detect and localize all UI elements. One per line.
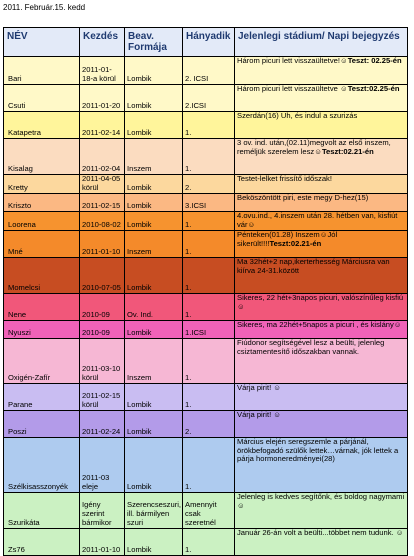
start-cell: 2011-01-18-a körül xyxy=(80,57,125,85)
name-cell: Kisalag xyxy=(4,139,80,175)
count-cell: 3.ICSI xyxy=(183,193,235,211)
name-cell: Oxigén-Zafír xyxy=(4,338,80,383)
header-start: Kezdés xyxy=(80,28,125,57)
table-row xyxy=(4,85,408,112)
status-cell xyxy=(235,410,408,437)
name-cell: Szélkisasszonyék xyxy=(4,437,80,492)
header-row xyxy=(4,28,408,57)
start-cell: 2011-03 eleje xyxy=(80,437,125,492)
name-cell: Momelcsi xyxy=(4,257,80,293)
status-note: Három picuri lett visszaültetve ☺ xyxy=(237,84,348,93)
count-cell: 1. xyxy=(183,230,235,257)
table-row xyxy=(4,293,408,320)
method-cell: Lombik xyxy=(125,257,183,293)
name-cell: Nene xyxy=(4,293,80,320)
status-cell xyxy=(235,193,408,211)
table-row xyxy=(4,492,408,528)
status-note: Március elején seregszemle a párjánál, örökbefogadó szülők lettek…várnak, jók lettek a párja hormoneredményei(28) xyxy=(237,437,399,464)
table-row xyxy=(4,528,408,555)
table-row xyxy=(4,175,408,194)
table-row xyxy=(4,230,408,257)
status-note: Sikeres, ma 22hét+5napos a picuri , és kislány☺ xyxy=(237,320,402,329)
start-cell: 2011-03-10 körül xyxy=(80,338,125,383)
status-note: Január 26-án volt a beülti...többet nem tudunk. ☺ xyxy=(237,528,404,537)
count-cell: Amennyit csak szeretnél xyxy=(183,492,235,528)
start-cell: 2011-01-10 xyxy=(80,230,125,257)
table-row xyxy=(4,257,408,293)
name-cell: Katapetra xyxy=(4,112,80,139)
status-cell xyxy=(235,528,408,555)
status-note: Várja pirit! ☺ xyxy=(237,383,282,392)
name-cell: Csuti xyxy=(4,85,80,112)
table-row xyxy=(4,383,408,410)
method-cell: Lombik xyxy=(125,528,183,555)
document-date: 2011. Február.15. kedd xyxy=(3,3,86,12)
method-cell: Lombik xyxy=(125,320,183,338)
count-cell: 2. xyxy=(183,175,235,194)
header-method: Beav. Formája xyxy=(125,28,183,57)
test-date: Teszt:02.21-én xyxy=(269,238,322,248)
start-cell: 2010-09 xyxy=(80,320,125,338)
name-cell: Loorena xyxy=(4,211,80,230)
header-count: Hányadik xyxy=(183,28,235,57)
method-cell: Lombik xyxy=(125,57,183,85)
count-cell: 2. ICSI xyxy=(183,57,235,85)
count-cell: 1. xyxy=(183,293,235,320)
status-note: 3 ov. ind. után,(02.11)megvolt az első inszem, reméljük szerelem lesz☺ xyxy=(237,138,391,156)
status-note: Pénteken(01.28) Inszem☺Jól sikerült!!!! xyxy=(237,230,338,248)
method-cell: Lombik xyxy=(125,175,183,194)
name-cell: Kriszto xyxy=(4,193,80,211)
method-cell: Ov. Ind. xyxy=(125,293,183,320)
status-cell xyxy=(235,492,408,528)
table-row xyxy=(4,437,408,492)
name-cell: Parane xyxy=(4,383,80,410)
method-cell: Inszem xyxy=(125,230,183,257)
status-cell xyxy=(235,293,408,320)
test-date: Teszt:02.21-én xyxy=(321,146,374,156)
table-row xyxy=(4,211,408,230)
test-date: Teszt: 02.25-én xyxy=(347,56,402,65)
count-cell: 1. xyxy=(183,383,235,410)
method-cell: Lombik xyxy=(125,85,183,112)
status-cell xyxy=(235,437,408,492)
start-cell: 2010-07-05 xyxy=(80,257,125,293)
start-cell: 2011-02-15 xyxy=(80,193,125,211)
status-note: Sikeres, 22 hét+3napos picuri, valószínűleg kisfiú ☺ xyxy=(237,293,404,311)
status-cell xyxy=(235,139,408,175)
name-cell: Zs76 xyxy=(4,528,80,555)
start-cell: 2010-08-02 xyxy=(80,211,125,230)
status-cell xyxy=(235,230,408,257)
status-cell xyxy=(235,211,408,230)
method-cell: Lombik xyxy=(125,410,183,437)
table-row xyxy=(4,410,408,437)
name-cell: Mné xyxy=(4,230,80,257)
start-cell: 2011-02-24 xyxy=(80,410,125,437)
status-note: Testet-lelket frissítő időszak! xyxy=(237,174,332,183)
start-cell: 2011-02-04 xyxy=(80,139,125,175)
status-cell xyxy=(235,85,408,112)
status-note: Várja pirit! ☺ xyxy=(237,410,282,419)
status-cell xyxy=(235,57,408,85)
count-cell: 1. xyxy=(183,338,235,383)
status-note: Szerdán(16) Uh, és indul a szurizás xyxy=(237,111,358,120)
count-cell: 2. xyxy=(183,410,235,437)
name-cell: Poszi xyxy=(4,410,80,437)
method-cell: Lombik xyxy=(125,383,183,410)
start-cell: 2011-01-20 xyxy=(80,85,125,112)
status-note: Jelenleg is kedves segítőnk, és boldog nagymami ☺ xyxy=(237,492,405,510)
method-cell: Szerencseszuri, ill. bármilyen szuri xyxy=(125,492,183,528)
start-cell: 2010-09 xyxy=(80,293,125,320)
name-cell: Bari xyxy=(4,57,80,85)
count-cell: 1. xyxy=(183,211,235,230)
header-name: NÉV xyxy=(4,28,80,57)
status-cell xyxy=(235,383,408,410)
count-cell: 1. xyxy=(183,112,235,139)
status-cell xyxy=(235,112,408,139)
status-cell xyxy=(235,175,408,194)
start-cell: 2011-02-15 körül xyxy=(80,383,125,410)
table-row xyxy=(4,320,408,338)
status-note: 4.ovu.ind., 4.inszem után 28. hétben van, kisfiút vár☺ xyxy=(237,211,398,229)
status-cell xyxy=(235,257,408,293)
method-cell: Lombik xyxy=(125,193,183,211)
test-date: Teszt:02.25-én xyxy=(347,84,400,93)
status-cell xyxy=(235,320,408,338)
start-cell: Igény szerint bármikor xyxy=(80,492,125,528)
status-note: Fiúdonor segítségével lesz a beülti, jelenleg csiztamentesítő időszakban vannak. xyxy=(237,338,385,356)
method-cell: Lombik xyxy=(125,112,183,139)
start-cell: 2011-02-14 xyxy=(80,112,125,139)
table-row xyxy=(4,112,408,139)
table-row xyxy=(4,338,408,383)
method-cell: Inszem xyxy=(125,338,183,383)
method-cell: Lombik xyxy=(125,211,183,230)
start-cell: 2011-04-05 körül xyxy=(80,175,125,194)
method-cell: Inszem xyxy=(125,139,183,175)
count-cell: 2.ICSI xyxy=(183,85,235,112)
count-cell: 1. xyxy=(183,257,235,293)
count-cell: 1. xyxy=(183,139,235,175)
count-cell: 1. xyxy=(183,437,235,492)
table-row xyxy=(4,139,408,175)
table-row xyxy=(4,193,408,211)
status-note: Beköszöntött piri, este megy D-hez(15) xyxy=(237,193,369,202)
count-cell: 1.ICSI xyxy=(183,320,235,338)
count-cell: 1. xyxy=(183,528,235,555)
method-cell: Lombik xyxy=(125,437,183,492)
start-cell: 2011-01-10 xyxy=(80,528,125,555)
status-note: Ma 32hét+2 nap,ikerterhesség Márciusra van kiírva 24-31.között xyxy=(237,257,390,275)
status-note: Három picuri lett visszaültetve!☺ xyxy=(237,56,348,65)
name-cell: Kretty xyxy=(4,175,80,194)
name-cell: Szurikáta xyxy=(4,492,80,528)
name-cell: Nyuszi xyxy=(4,320,80,338)
table-row xyxy=(4,57,408,85)
status-table xyxy=(3,27,408,556)
header-status: Jelenlegi stádium/ Napi bejegyzés xyxy=(235,28,408,57)
status-cell xyxy=(235,338,408,383)
